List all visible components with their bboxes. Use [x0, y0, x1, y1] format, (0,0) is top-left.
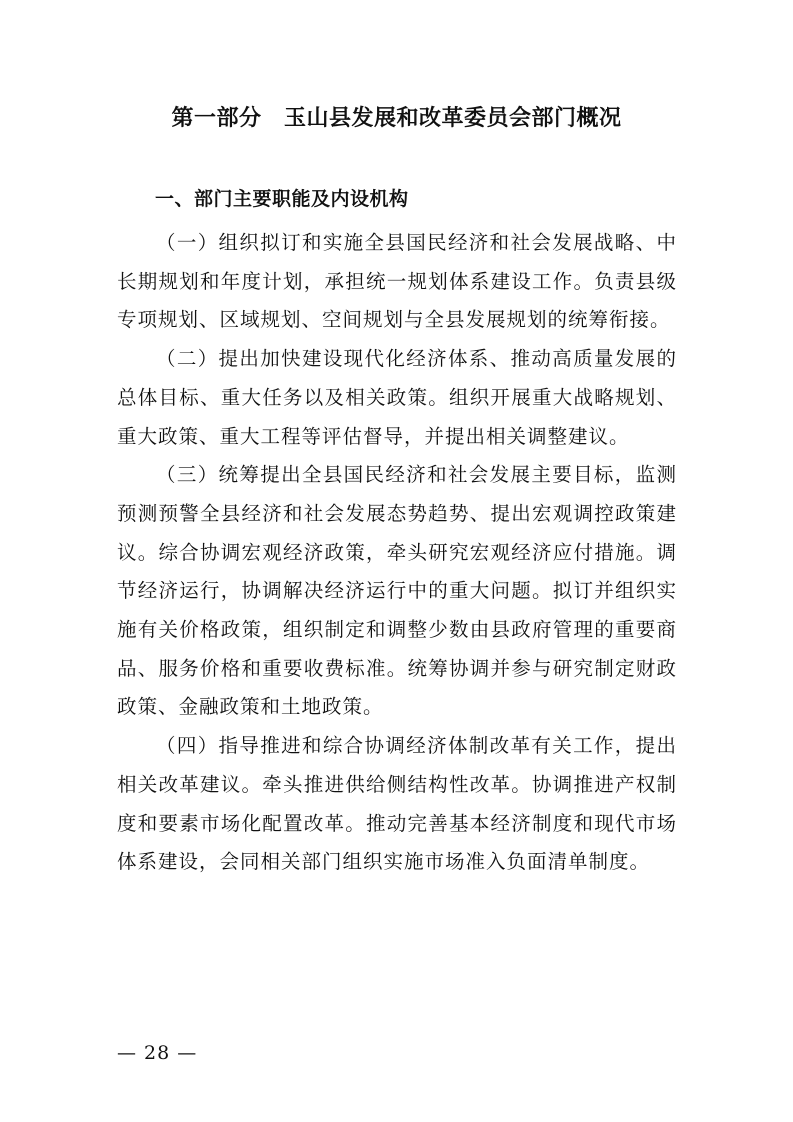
body-text [117, 224, 677, 882]
paragraph-1: （一）组织拟订和实施全县国民经济和社会发展战略、中长期规划和年度计划，承担统一规划体系建设工作。负责县级专项规划、区域规划、空间规划与全县发展规划的统筹衔接。 [117, 231, 677, 332]
section-heading: 一、部门主要职能及内设机构 [155, 188, 409, 210]
paragraph-2: （二）提出加快建设现代化经济体系、推动高质量发展的总体目标、重大任务以及相关政策。组织开展重大战略规划、重大政策、重大工程等评估督导，并提出相关调整建议。 [117, 347, 677, 448]
page-number: — 28 — [117, 1042, 198, 1064]
page-title: 第一部分 玉山县发展和改革委员会部门概况 [171, 106, 622, 131]
paragraph-3: （三）统筹提出全县国民经济和社会发展主要目标，监测预测预警全县经济和社会发展态势趋势、提出宏观调控政策建议。综合协调宏观经济政策，牵头研究宏观经济应付措施。调节经济运行，协调解决经济运行中的重大问题。拟订并组织实施有关价格政策，组织制定和调整少数由县政府管理的重要商品、服务价格和重要收费标准。统筹协调并参与研究制定财政政策、金融政策和土地政策。 [117, 463, 677, 719]
paragraph-4: （四）指导推进和综合协调经济体制改革有关工作，提出相关改革建议。牵头推进供给侧结构性改革。协调推进产权制度和要素市场化配置改革。推动完善基本经济制度和现代市场体系建设，会同相关部门组织实施市场准入负面清单制度。 [117, 734, 677, 874]
